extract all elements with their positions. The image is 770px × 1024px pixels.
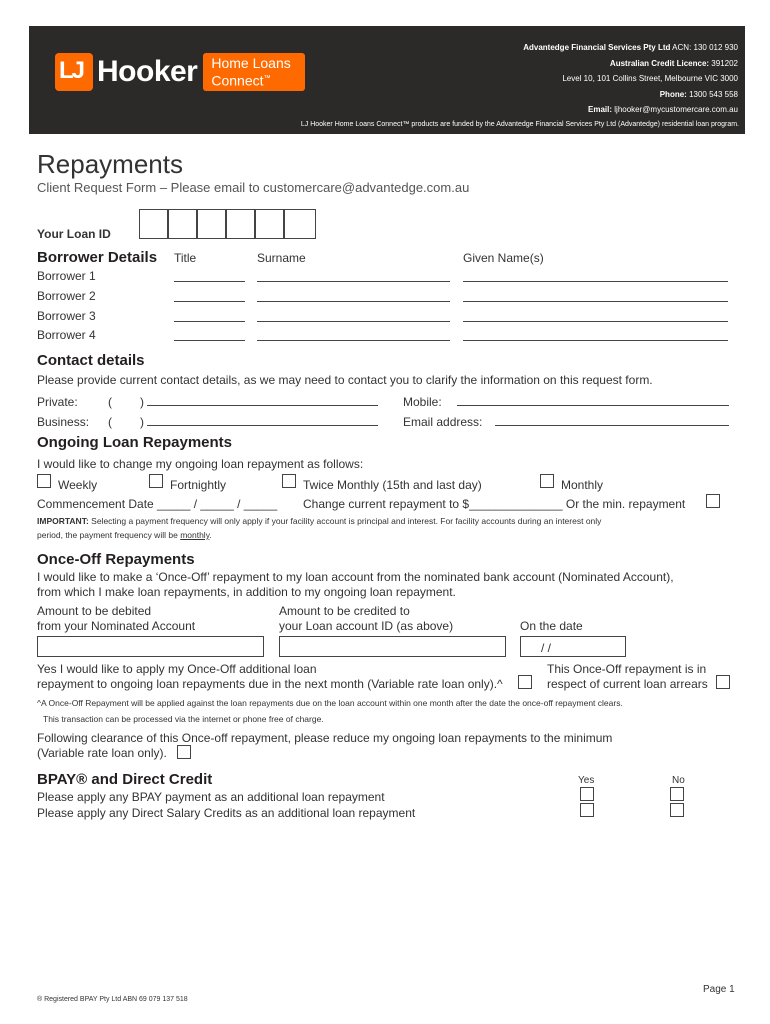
lj-mark-icon: LJ (55, 53, 93, 91)
loan-id-digit-1[interactable] (139, 209, 168, 239)
borrower-1-given-field[interactable] (463, 281, 728, 282)
ongoing-heading: Ongoing Loan Repayments (37, 434, 233, 451)
mobile-field[interactable] (457, 405, 729, 406)
borrower-1-title-field[interactable] (174, 281, 245, 282)
contact-heading: Contact details (37, 352, 145, 369)
twice-monthly-checkbox[interactable] (282, 474, 296, 488)
amount-credited-label-2: your Loan account ID (as above) (279, 619, 454, 633)
apply-label-2: repayment to ongoing loan repayments due in the next month (Variable rate loan only).^ (37, 677, 503, 691)
borrower-heading: Borrower Details (37, 249, 158, 266)
loan-id-digit-4[interactable] (226, 209, 255, 239)
col-surname: Surname (257, 251, 306, 265)
bpay-no-checkbox[interactable] (670, 787, 684, 801)
bpay-line-1: Please apply any BPAY payment as an additional loan repayment (37, 790, 385, 804)
borrower-3-label: Borrower 3 (37, 309, 96, 323)
apply-checkbox[interactable] (518, 675, 532, 689)
business-paren-close: ) (140, 415, 144, 429)
contact-intro: Please provide current contact details, as we may need to contact you to clarify the information on this request form. (37, 373, 653, 387)
header-banner (29, 26, 745, 134)
borrower-2-title-field[interactable] (174, 301, 245, 302)
bpay-line-2: Please apply any Direct Salary Credits as an additional loan repayment (37, 806, 416, 820)
no-column-label: No (672, 775, 685, 786)
borrower-3-title-field[interactable] (174, 321, 245, 322)
weekly-label: Weekly (58, 478, 98, 492)
company-details: Advantedge Financial Services Pty Ltd ACN: 130 012 930 Australian Credit Licence: 391202 Level 10, 101 Collins Street, Melbourne VIC 3000 Phone: 1300 543 558 Email: ljhooker@mycustomercare.com.au (523, 43, 738, 114)
arrears-label-2: respect of current loan arrears (547, 677, 708, 691)
loan-id-digit-5[interactable] (255, 209, 284, 239)
onceoff-footnote-2: This transaction can be processed via the internet or phone free of charge. (43, 714, 324, 724)
borrower-1-label: Borrower 1 (37, 269, 96, 283)
salary-yes-checkbox[interactable] (580, 803, 594, 817)
amount-credited-label-1: Amount to be credited to (279, 604, 410, 618)
borrower-2-label: Borrower 2 (37, 289, 96, 303)
monthly-checkbox[interactable] (540, 474, 554, 488)
onceoff-footnote-1: ^A Once-Off Repayment will be applied against the loan repayments due on the loan account within one month after the date the once-off repayment clears. (37, 698, 623, 708)
arrears-checkbox[interactable] (716, 675, 730, 689)
amount-debited-input[interactable] (37, 636, 264, 657)
arrears-label-1: This Once-Off repayment is in (547, 662, 707, 676)
business-paren-open: ( (108, 415, 112, 429)
loan-id-digit-2[interactable] (168, 209, 197, 239)
business-label: Business: (37, 415, 90, 429)
loan-id-label: Your Loan ID (37, 227, 111, 241)
private-paren-close: ) (140, 395, 144, 409)
bpay-heading: BPAY® and Direct Credit (37, 771, 213, 788)
important-note-2: period, the payment frequency will be monthly. (37, 530, 212, 540)
business-phone-field[interactable] (147, 425, 378, 426)
loan-id-digit-3[interactable] (197, 209, 226, 239)
commencement-date-field[interactable]: Commencement Date _____ / _____ / _____ (37, 497, 278, 511)
weekly-checkbox[interactable] (37, 474, 51, 488)
loan-id-digit-6[interactable] (284, 209, 316, 239)
borrower-3-given-field[interactable] (463, 321, 728, 322)
onceoff-heading: Once-Off Repayments (37, 551, 195, 568)
funded-note: LJ Hooker Home Loans Connect™ products are funded by the Advantedge Financial Services Pty Ltd (Advantedge) residential loan program. (300, 121, 739, 128)
borrower-2-given-field[interactable] (463, 301, 728, 302)
home-loans-connect-badge: Home Loans Connect™ (203, 53, 305, 91)
important-note: IMPORTANT: Selecting a payment frequency will only apply if your facility account is principal and interest. For facility accounts during an interest only (37, 516, 602, 526)
email-label: Email address: (403, 415, 483, 429)
change-repayment-field[interactable]: Change current repayment to $______________ Or the min. repayment (303, 497, 686, 511)
min-repayment-checkbox[interactable] (706, 494, 720, 508)
fortnightly-label: Fortnightly (170, 478, 227, 492)
reduce-to-minimum-checkbox[interactable] (177, 745, 191, 759)
borrower-4-surname-field[interactable] (257, 340, 450, 341)
date-input[interactable] (520, 636, 626, 657)
logo-word: Hooker (97, 55, 198, 88)
private-phone-field[interactable] (147, 405, 378, 406)
amount-debited-label-1: Amount to be debited (37, 604, 152, 618)
amount-credited-input[interactable] (279, 636, 506, 657)
salary-no-checkbox[interactable] (670, 803, 684, 817)
apply-label-1: Yes I would like to apply my Once-Off additional loan (37, 662, 317, 676)
onceoff-intro-1: I would like to make a ‘Once-Off’ repayment to my loan account from the nominated bank account (Nominated Account), (37, 570, 674, 584)
form-subtitle: Client Request Form – Please email to customercare@advantedge.com.au (37, 180, 470, 195)
on-date-label: On the date (520, 619, 583, 633)
lj-hooker-logo (55, 53, 305, 91)
bpay-registered-note: ® Registered BPAY Pty Ltd ABN 69 079 137 518 (37, 996, 188, 1003)
col-title: Title (174, 251, 197, 265)
borrower-4-given-field[interactable] (463, 340, 728, 341)
ongoing-intro: I would like to change my ongoing loan repayment as follows: (37, 457, 364, 471)
borrower-4-title-field[interactable] (174, 340, 245, 341)
borrower-4-label: Borrower 4 (37, 328, 96, 342)
mobile-label: Mobile: (403, 395, 442, 409)
date-slashes: / / (541, 641, 552, 655)
twice-monthly-label: Twice Monthly (15th and last day) (303, 478, 482, 492)
private-paren-open: ( (108, 395, 112, 409)
borrower-1-surname-field[interactable] (257, 281, 450, 282)
col-given-names: Given Name(s) (463, 251, 544, 265)
borrower-3-surname-field[interactable] (257, 321, 450, 322)
page-title: Repayments (37, 149, 183, 179)
clearance-text-1: Following clearance of this Once-off repayment, please reduce my ongoing loan repayments to the minimum (37, 731, 613, 745)
bpay-yes-checkbox[interactable] (580, 787, 594, 801)
page-number: Page 1 (703, 984, 735, 995)
fortnightly-checkbox[interactable] (149, 474, 163, 488)
private-label: Private: (37, 395, 78, 409)
amount-debited-label-2: from your Nominated Account (37, 619, 196, 633)
borrower-2-surname-field[interactable] (257, 301, 450, 302)
email-field[interactable] (495, 425, 729, 426)
onceoff-intro-2: from which I make loan repayments, in addition to my ongoing loan repayment. (37, 585, 456, 599)
yes-column-label: Yes (578, 775, 595, 786)
clearance-text-2: (Variable rate loan only). (37, 746, 167, 760)
monthly-label: Monthly (561, 478, 604, 492)
